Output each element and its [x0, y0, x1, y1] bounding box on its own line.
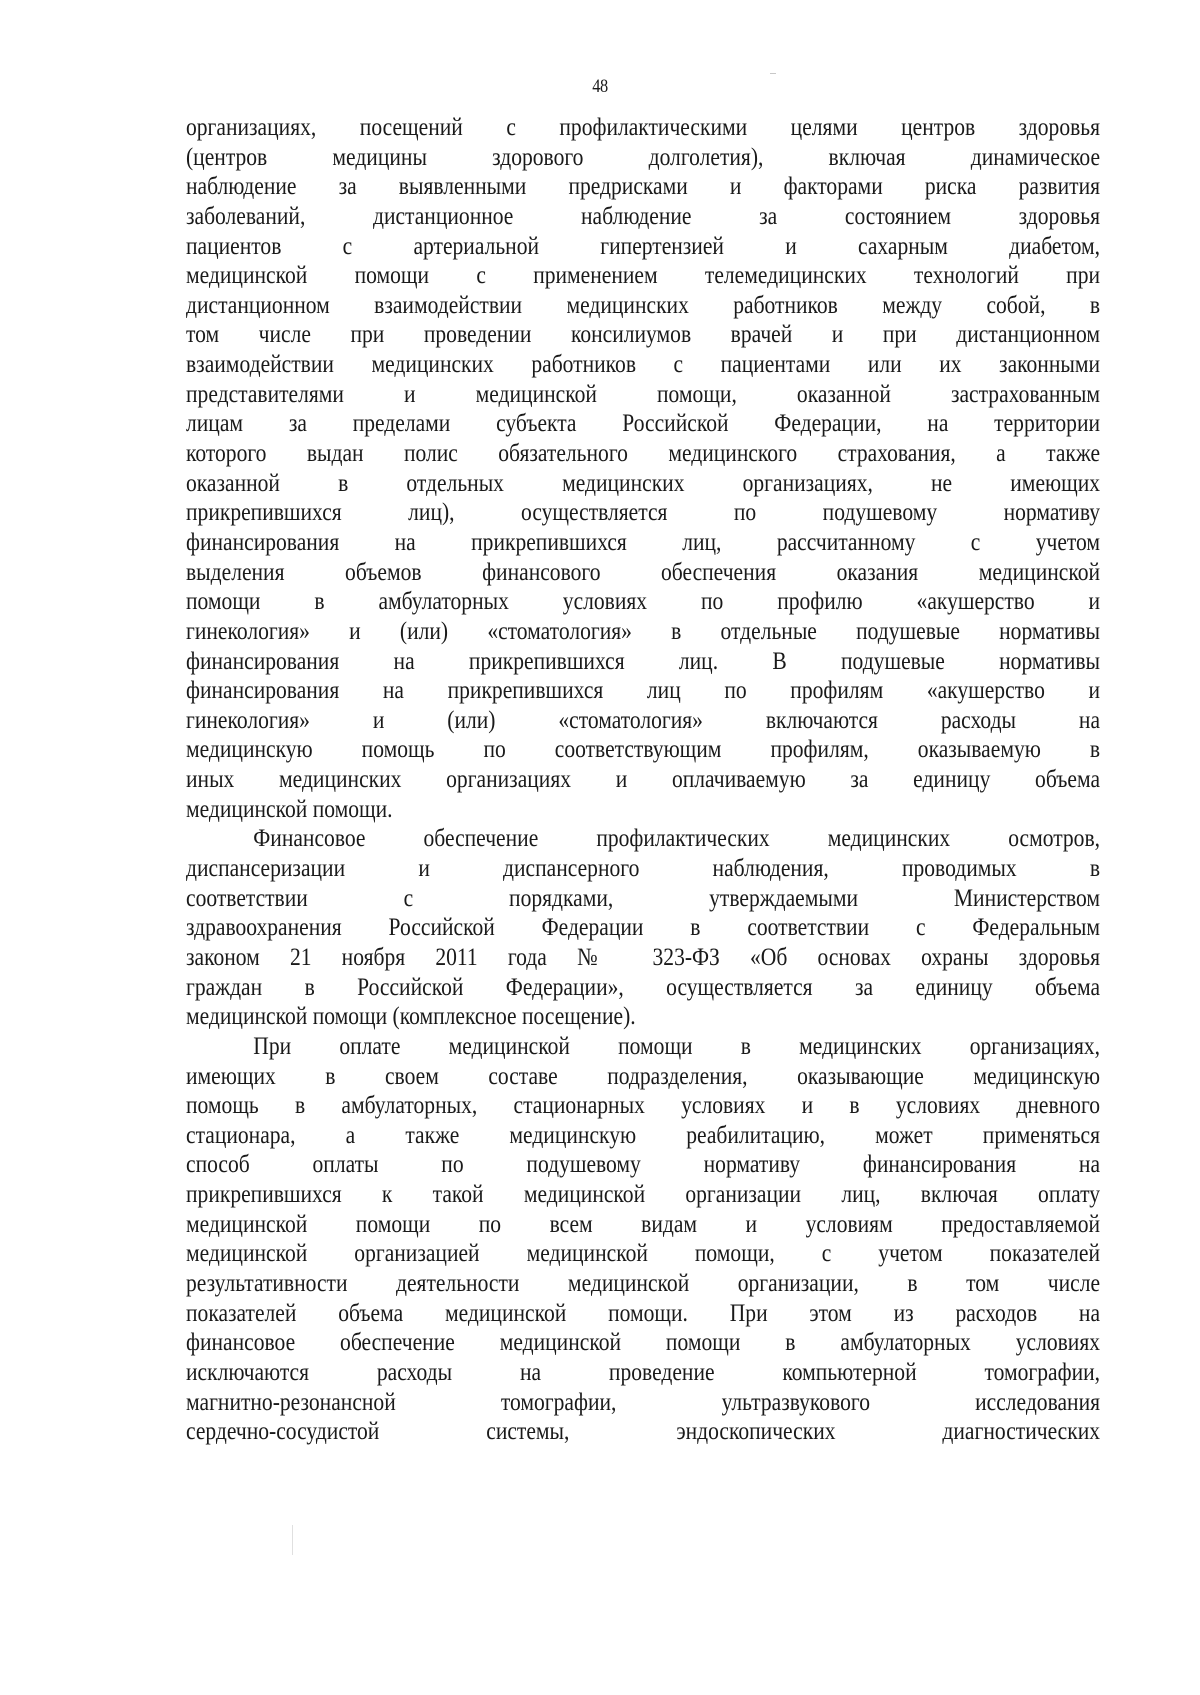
- text-line-content: медицинской помощи (комплексное посещение).: [186, 1003, 636, 1031]
- text-line-content: медицинской помощи с применением телемедицинских технологий при: [186, 262, 1101, 290]
- text-line-content: заболеваний, дистанционное наблюдение за состоянием здоровья: [186, 202, 1101, 230]
- text-line: [186, 1388, 1100, 1418]
- text-line-content: прикрепившихся к такой медицинской организации лиц, включая оплату: [186, 1181, 1101, 1209]
- text-line: [186, 1417, 1100, 1447]
- text-line: [186, 647, 1100, 677]
- text-line: [186, 113, 1100, 143]
- text-line: [186, 973, 1100, 1003]
- text-line-content: которого выдан полис обязательного медицинского страхования, а также: [186, 440, 1101, 468]
- text-line: [186, 1358, 1100, 1388]
- text-line-content: законом 21 ноября 2011 года № 323-ФЗ «Об основах охраны здоровья: [186, 943, 1101, 971]
- text-line-content: показателей объема медицинской помощи. При этом из расходов на: [186, 1299, 1101, 1327]
- text-line-content: магнитно-резонансной томографии, ультразвукового исследования: [186, 1388, 1101, 1416]
- text-line-content: способ оплаты по подушевому нормативу финансирования на: [186, 1151, 1101, 1179]
- text-line-content: гинекология» и (или) «стоматология» в отдельные подушевые нормативы: [186, 617, 1101, 645]
- text-line-content: При оплате медицинской помощи в медицинских организациях,: [253, 1032, 1101, 1060]
- text-line: [186, 913, 1100, 943]
- text-line-content: сердечно-сосудистой системы, эндоскопических диагностических: [186, 1418, 1101, 1446]
- text-line: [186, 232, 1100, 262]
- text-line: [186, 1121, 1100, 1151]
- text-line: [186, 617, 1100, 647]
- text-line-content: медицинской организацией медицинской помощи, с учетом показателей: [186, 1240, 1101, 1268]
- text-line: [186, 1032, 1100, 1062]
- text-line-content: иных медицинских организациях и оплачиваемую за единицу объема: [186, 766, 1101, 794]
- text-line: [186, 1180, 1100, 1210]
- text-line: [186, 795, 1100, 825]
- text-line: [186, 1150, 1100, 1180]
- text-line-content: лицам за пределами субъекта Российской Федерации, на территории: [186, 410, 1101, 438]
- text-line: [186, 380, 1100, 410]
- text-line: [186, 1210, 1100, 1240]
- document-body: [186, 113, 1100, 1447]
- text-line-content: наблюдение за выявленными предрисками и факторами риска развития: [186, 173, 1101, 201]
- text-line: [186, 824, 1100, 854]
- scan-artifact-mark: [292, 1525, 293, 1555]
- page-number: 48: [592, 76, 608, 97]
- text-line-content: финансовое обеспечение медицинской помощи в амбулаторных условиях: [186, 1329, 1101, 1357]
- text-line: [186, 498, 1100, 528]
- text-line-content: диспансеризации и диспансерного наблюдения, проводимых в: [186, 855, 1101, 883]
- text-line-content: здравоохранения Российской Федерации в соответствии с Федеральным: [186, 914, 1101, 942]
- text-line: [186, 558, 1100, 588]
- text-line-content: медицинской помощи.: [186, 795, 393, 823]
- text-line-content: стационара, а также медицинскую реабилитацию, может применяться: [186, 1121, 1101, 1149]
- text-line: [186, 1299, 1100, 1329]
- text-line-content: финансирования на прикрепившихся лиц по профилям «акушерство и: [186, 677, 1101, 705]
- text-line: [186, 765, 1100, 795]
- text-line: [186, 172, 1100, 202]
- text-line: [186, 1239, 1100, 1269]
- text-line-content: соответствии с порядками, утверждаемыми Министерством: [186, 884, 1101, 912]
- text-line: [186, 320, 1100, 350]
- text-line-content: прикрепившихся лиц), осуществляется по подушевому нормативу: [186, 499, 1101, 527]
- text-line: [186, 439, 1100, 469]
- text-line-content: дистанционном взаимодействии медицинских работников между собой, в: [186, 291, 1101, 319]
- text-line-content: оказанной в отдельных медицинских организациях, не имеющих: [186, 469, 1101, 497]
- text-line: [186, 350, 1100, 380]
- text-line-content: том числе при проведении консилиумов врачей и при дистанционном: [186, 321, 1101, 349]
- text-line-content: выделения объемов финансового обеспечения оказания медицинской: [186, 558, 1101, 586]
- text-line: [186, 409, 1100, 439]
- text-line-content: исключаются расходы на проведение компьютерной томографии,: [186, 1358, 1101, 1386]
- text-line: [186, 676, 1100, 706]
- text-line-content: граждан в Российской Федерации», осуществляется за единицу объема: [186, 973, 1101, 1001]
- text-line-content: гинекология» и (или) «стоматология» включаются расходы на: [186, 706, 1101, 734]
- text-line: [186, 143, 1100, 173]
- text-line-content: взаимодействии медицинских работников с пациентами или их законными: [186, 351, 1101, 379]
- text-line-content: помощь в амбулаторных, стационарных условиях и в условиях дневного: [186, 1092, 1101, 1120]
- text-line-content: результативности деятельности медицинской организации, в том числе: [186, 1269, 1101, 1297]
- text-line: [186, 261, 1100, 291]
- text-line: [186, 469, 1100, 499]
- text-line-content: пациентов с артериальной гипертензией и сахарным диабетом,: [186, 232, 1101, 260]
- text-line-content: имеющих в своем составе подразделения, оказывающие медицинскую: [186, 1062, 1101, 1090]
- text-line: [186, 291, 1100, 321]
- text-line-content: представителями и медицинской помощи, оказанной застрахованным: [186, 380, 1101, 408]
- text-line: [186, 1269, 1100, 1299]
- text-line: [186, 1091, 1100, 1121]
- text-line: [186, 706, 1100, 736]
- scan-artifact-mark: [770, 73, 776, 74]
- text-line: [186, 1328, 1100, 1358]
- text-line-content: медицинскую помощь по соответствующим профилям, оказываемую в: [186, 736, 1101, 764]
- text-line: [186, 884, 1100, 914]
- text-line: [186, 202, 1100, 232]
- text-line: [186, 587, 1100, 617]
- text-line-content: финансирования на прикрепившихся лиц, рассчитанному с учетом: [186, 528, 1101, 556]
- text-line: [186, 943, 1100, 973]
- text-line: [186, 1062, 1100, 1092]
- text-line: [186, 1002, 1100, 1032]
- text-line-content: Финансовое обеспечение профилактических медицинских осмотров,: [253, 825, 1101, 853]
- text-line-content: финансирования на прикрепившихся лиц. В подушевые нормативы: [186, 647, 1101, 675]
- text-line-content: помощи в амбулаторных условиях по профилю «акушерство и: [186, 588, 1101, 616]
- text-line: [186, 735, 1100, 765]
- text-line-content: организациях, посещений с профилактическими целями центров здоровья: [186, 114, 1101, 141]
- text-line: [186, 854, 1100, 884]
- text-line: [186, 528, 1100, 558]
- text-line-content: (центров медицины здорового долголетия), включая динамическое: [186, 143, 1101, 171]
- text-line-content: медицинской помощи по всем видам и условиям предоставляемой: [186, 1210, 1101, 1238]
